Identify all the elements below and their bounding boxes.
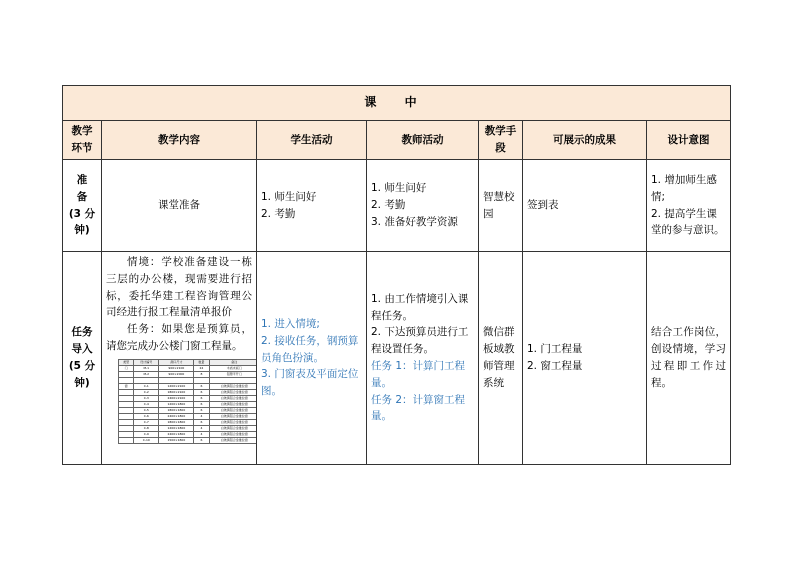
mini-table-cell: C-4 — [134, 401, 159, 407]
mini-table-cell: 白玻璃铝合金推拉窗 — [209, 389, 257, 395]
header-content: 教学内容 — [102, 121, 257, 160]
mini-table-cell: C-3 — [134, 395, 159, 401]
intent-cell: 结合工作岗位，创设情境，学习过程即工作过程。 — [647, 252, 731, 465]
mini-table-cell: 1200×1800 — [159, 425, 194, 431]
mini-table-cell: M-1 — [134, 365, 159, 371]
mini-table-cell — [119, 437, 134, 443]
mini-table-cell: 6 — [194, 389, 209, 395]
header-student: 学生活动 — [257, 121, 367, 160]
mini-table-cell: 1200×2100 — [159, 383, 194, 389]
mini-table-cell: C-2 — [134, 389, 159, 395]
teacher-cell: 1. 师生问好 2. 考勤 3. 准备好教学资源 — [367, 160, 479, 252]
mini-table-cell: 6 — [194, 383, 209, 389]
mini-table-cell: 24 — [194, 365, 209, 371]
mini-table-cell: 门 — [119, 365, 134, 371]
mini-table-cell: 2400×1800 — [159, 413, 194, 419]
mini-table-header-cell: 备注 — [209, 359, 257, 365]
mini-table-cell: 900×2100 — [159, 365, 194, 371]
stage-cell: 准 备 (3 分 钟) — [63, 160, 102, 252]
means-cell: 智慧校园 — [479, 160, 523, 252]
mini-table-cell: 4 — [194, 425, 209, 431]
mini-table-cell: 白玻璃铝合金推拉窗 — [209, 413, 257, 419]
mini-table-cell: 1500×1800 — [159, 437, 194, 443]
mini-table-cell: 6 — [194, 437, 209, 443]
lesson-plan-table — [62, 85, 731, 465]
mini-table-cell: C-6 — [134, 413, 159, 419]
mini-table-header-cell: 设计编号 — [134, 359, 159, 365]
section-header-row — [63, 86, 731, 121]
mini-table-cell: 6 — [194, 407, 209, 413]
mini-table-cell: 1800×2100 — [159, 389, 194, 395]
mini-table-cell: 白玻璃铝合金推拉窗 — [209, 419, 257, 425]
mini-table-cell: 白玻璃铝合金推拉窗 — [209, 395, 257, 401]
mini-table-cell: 窗 — [119, 383, 134, 389]
mini-table-header-cell: 数量 — [194, 359, 209, 365]
mini-table-cell: 2400×2100 — [159, 395, 194, 401]
header-result: 可展示的成果 — [523, 121, 647, 160]
mini-table-cell: C-1 — [134, 383, 159, 389]
mini-table-cell: M-2 — [134, 371, 159, 377]
mini-table-cell: 4 — [194, 431, 209, 437]
scenario-text: 情境：学校准备建设一栋三层的办公楼，现需要进行招标，委托华建工程咨询管理公司经进行报工程量清单报价 — [106, 256, 252, 319]
mini-table-cell: C-10 — [134, 437, 159, 443]
section-title: 课 中 — [63, 86, 731, 121]
result-cell: 签到表 — [523, 160, 647, 252]
mini-table-header-cell: 洞口尺寸 — [159, 359, 194, 365]
intent-cell: 1. 增加师生感情; 2. 提高学生课堂的参与意识。 — [647, 160, 731, 252]
content-cell — [102, 252, 257, 465]
mini-table-cell: 4 — [194, 413, 209, 419]
student-cell: 1. 师生问好 2. 考勤 — [257, 160, 367, 252]
mini-table-cell: 白玻璃铝合金推拉窗 — [209, 383, 257, 389]
content-cell: 课堂准备 — [102, 160, 257, 252]
stage-cell: 任务 导入 (5 分 钟) — [63, 252, 102, 465]
mini-table-cell: 6 — [194, 401, 209, 407]
mini-table-cell: 白玻璃铝合金推拉窗 — [209, 437, 257, 443]
door-window-schedule-table — [118, 359, 257, 444]
mini-table-cell: 白玻璃铝合金推拉窗 — [209, 425, 257, 431]
teacher-cell: 1. 由工作情境引入课程任务。 2. 下达预算员进行工程设置任务。 任务 1：计算门工程量。 任务 2：计算窗工程量。 — [367, 252, 479, 465]
mini-table-cell: 白玻璃铝合金推拉窗 — [209, 407, 257, 413]
column-header-row — [63, 121, 731, 160]
mini-table-cell: 木质夹板门 — [209, 365, 257, 371]
mini-table-cell: 6 — [194, 395, 209, 401]
mini-table-cell: C-7 — [134, 419, 159, 425]
header-teacher: 教师活动 — [367, 121, 479, 160]
header-intent: 设计意图 — [647, 121, 731, 160]
mini-table-cell: 白玻璃铝合金推拉窗 — [209, 401, 257, 407]
header-means: 教学手段 — [479, 121, 523, 160]
mini-table-cell: 2400×1800 — [159, 431, 194, 437]
mini-table-cell: C-9 — [134, 431, 159, 437]
student-cell: 1. 进入情境; 2. 接收任务，钢预算员角色扮演。 3. 门窗表及平面定位图。 — [257, 252, 367, 465]
mini-table-cell: 6 — [194, 419, 209, 425]
table-row-prepare — [63, 160, 731, 252]
mini-table-row — [119, 437, 257, 443]
result-cell: 1. 门工程量 2. 窗工程量 — [523, 252, 647, 465]
header-stage: 教学环节 — [63, 121, 102, 160]
mini-table-cell: 900×2000 — [159, 371, 194, 377]
mini-table-cell: 8 — [194, 371, 209, 377]
mini-table-cell: C-5 — [134, 407, 159, 413]
mini-table-cell: 1200×1800 — [159, 401, 194, 407]
table-row-task-intro — [63, 252, 731, 465]
mini-table-cell: 铝塑平开门 — [209, 371, 257, 377]
mini-table-cell: 白玻璃铝合金推拉窗 — [209, 431, 257, 437]
mini-table-cell: C-8 — [134, 425, 159, 431]
mini-table-cell: 1800×1800 — [159, 407, 194, 413]
means-cell: 微信群板域教师管理系统 — [479, 252, 523, 465]
mini-table-cell: 1800×1800 — [159, 419, 194, 425]
mini-table-header-cell: 类型 — [119, 359, 134, 365]
task-text: 任务：如果您是预算员，请您完成办公楼门窗工程量。 — [106, 323, 252, 352]
